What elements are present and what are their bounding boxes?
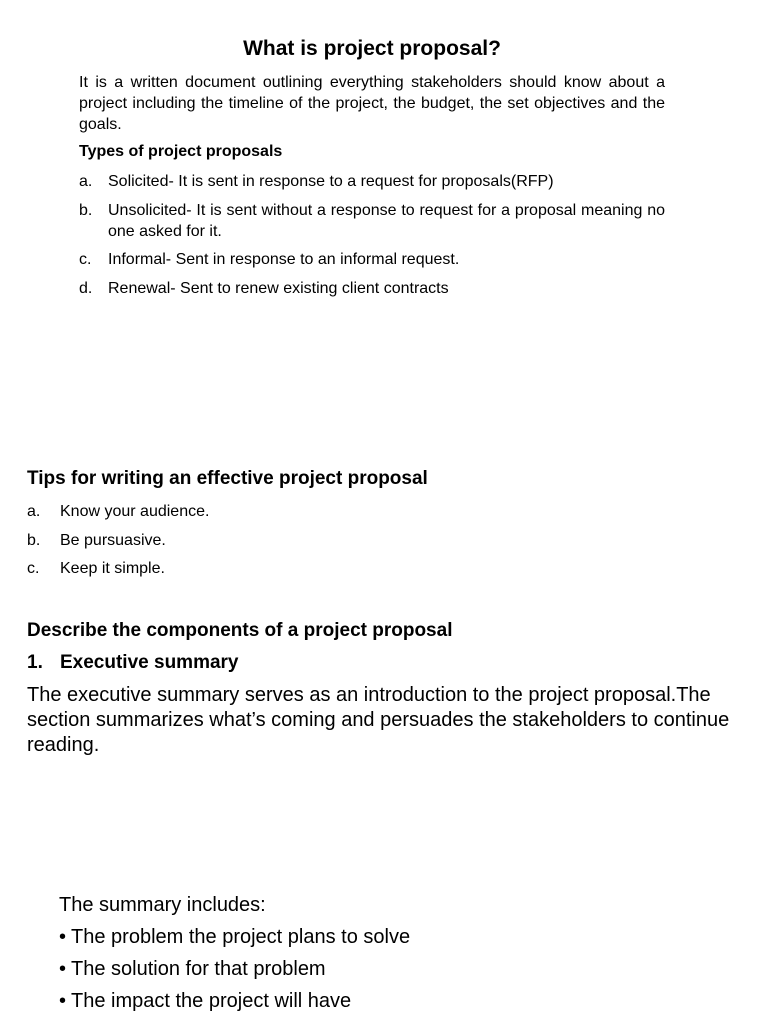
- bullet-text: The impact the project will have: [71, 990, 352, 1012]
- list-item: [79, 171, 665, 192]
- tip-item-text: Keep it simple.: [60, 560, 165, 577]
- list-marker: c.: [27, 560, 40, 577]
- summary-intro: The summary includes:: [59, 894, 266, 916]
- types-heading: Types of project proposals: [79, 143, 283, 160]
- bullet-item: [59, 990, 351, 1013]
- bullet-item: [59, 958, 326, 981]
- bullet-icon: •: [59, 926, 67, 948]
- tip-item-text: Be pursuasive.: [60, 532, 166, 549]
- list-marker: d.: [79, 280, 93, 297]
- list-item-text: Renewal- Sent to renew existing client contracts: [108, 280, 449, 297]
- tips-heading: Tips for writing an effective project proposal: [27, 468, 428, 489]
- list-marker: a.: [27, 503, 41, 520]
- page-title: What is project proposal?: [243, 37, 501, 60]
- list-marker: b.: [27, 532, 41, 549]
- executive-summary-body: The executive summary serves as an introduction to the project proposal.The section summarizes what’s coming and persuades the stakeholders to continue reading.: [27, 684, 730, 756]
- list-marker: b.: [79, 202, 93, 219]
- tip-item: [27, 501, 209, 522]
- bullet-icon: •: [59, 990, 67, 1012]
- section-number: 1.: [27, 652, 43, 673]
- list-item: [79, 200, 665, 242]
- list-item-text: Unsolicited- It is sent without a response to request for a proposal meaning no one asked for it.: [108, 202, 665, 240]
- list-marker: a.: [79, 173, 93, 190]
- list-item-text: Informal- Sent in response to an informal request.: [108, 251, 460, 268]
- section-title: Executive summary: [60, 652, 239, 673]
- list-item: [79, 249, 665, 270]
- components-heading: Describe the components of a project proposal: [27, 620, 453, 641]
- bullet-item: [59, 926, 410, 949]
- list-item-text: Solicited- It is sent in response to a request for proposals(RFP): [108, 173, 554, 190]
- list-marker: c.: [79, 251, 92, 268]
- intro-paragraph: It is a written document outlining everything stakeholders should know about a project including the timeline of the project, the budget, the set objectives and the goals.: [79, 74, 665, 133]
- tip-item: [27, 558, 165, 579]
- bullet-text: The solution for that problem: [71, 958, 326, 980]
- bullet-text: The problem the project plans to solve: [71, 926, 411, 948]
- tip-item: [27, 530, 166, 551]
- executive-summary-heading: [27, 652, 239, 674]
- tip-item-text: Know your audience.: [60, 503, 210, 520]
- bullet-icon: •: [59, 958, 67, 980]
- list-item: [79, 278, 665, 299]
